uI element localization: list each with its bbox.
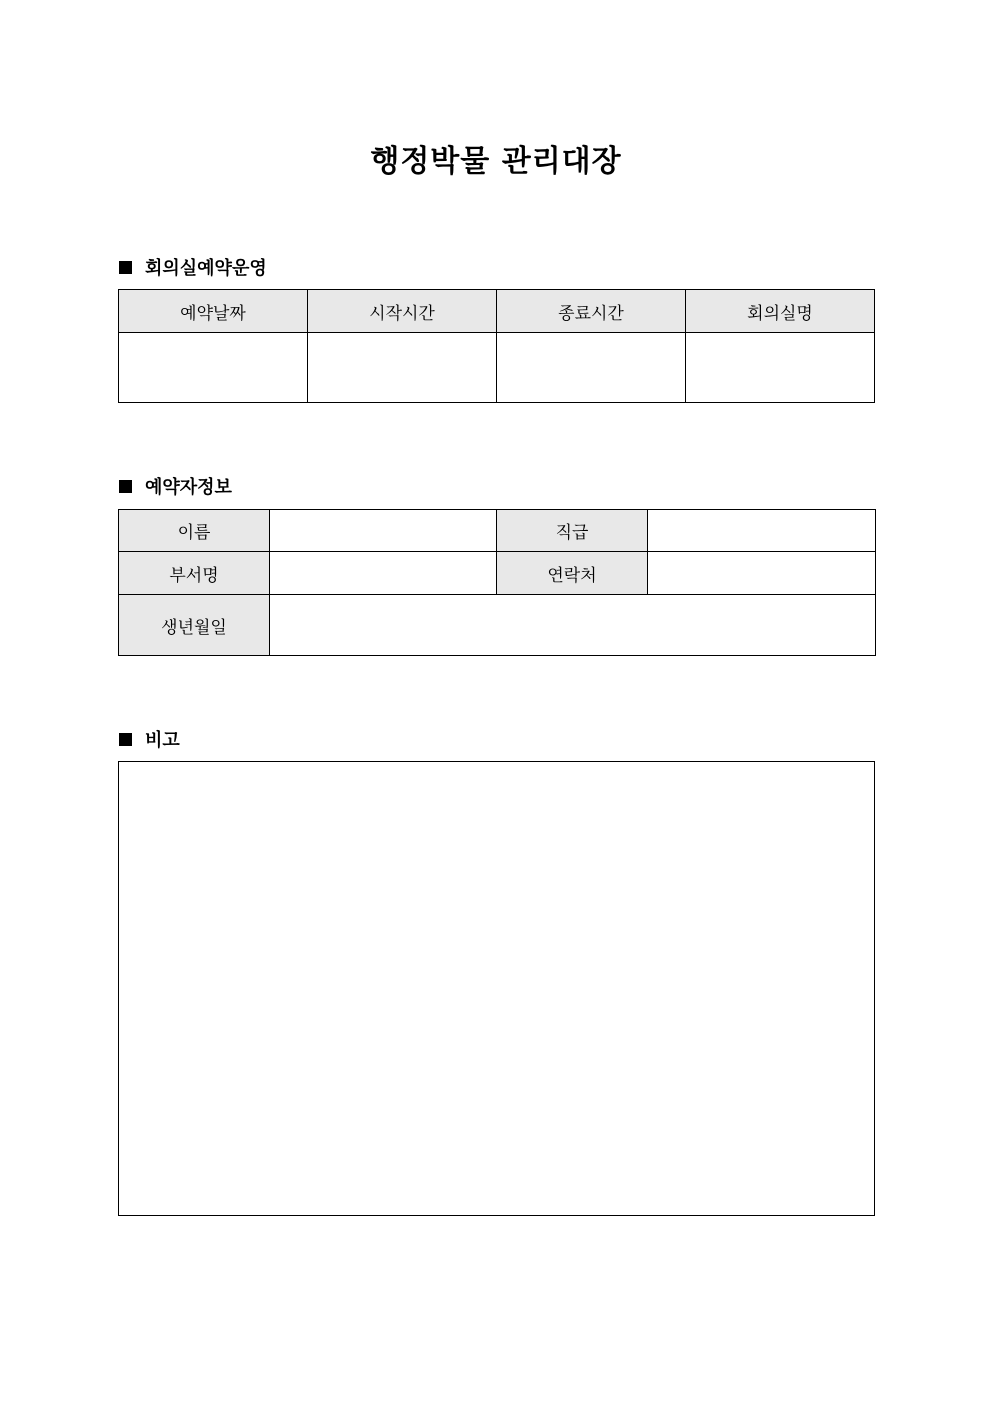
table-row	[119, 333, 875, 403]
column-header-end-time: 종료시간	[497, 290, 686, 333]
birthdate-label: 생년월일	[119, 595, 270, 656]
contact-field[interactable]	[648, 552, 876, 595]
start-time-field[interactable]	[308, 333, 497, 403]
page-title: 행정박물 관리대장	[370, 144, 622, 179]
table-row	[119, 552, 876, 595]
column-header-start-time: 시작시간	[308, 290, 497, 333]
reserver-section-heading	[119, 473, 232, 499]
rank-label: 직급	[497, 510, 648, 552]
column-header-date: 예약날짜	[119, 290, 308, 333]
reservation-date-field[interactable]	[119, 333, 308, 403]
name-field[interactable]	[270, 510, 497, 552]
square-bullet-icon	[119, 480, 132, 493]
rank-field[interactable]	[648, 510, 876, 552]
name-label: 이름	[119, 510, 270, 552]
department-field[interactable]	[270, 552, 497, 595]
reservation-heading-label: 회의실예약운영	[145, 258, 267, 279]
end-time-field[interactable]	[497, 333, 686, 403]
reserver-table	[118, 509, 876, 656]
table-row	[119, 510, 876, 552]
table-header-row	[119, 290, 875, 333]
column-header-room-name: 회의실명	[686, 290, 875, 333]
department-label: 부서명	[119, 552, 270, 595]
reserver-heading-label: 예약자정보	[145, 477, 232, 498]
square-bullet-icon	[119, 733, 132, 746]
contact-label: 연락처	[497, 552, 648, 595]
room-name-field[interactable]	[686, 333, 875, 403]
remarks-section-heading	[119, 726, 180, 752]
square-bullet-icon	[119, 261, 132, 274]
remarks-field[interactable]	[118, 761, 875, 1216]
reservation-section-heading	[119, 254, 267, 280]
table-row	[119, 595, 876, 656]
remarks-heading-label: 비고	[145, 730, 180, 751]
birthdate-field[interactable]	[270, 595, 876, 656]
reservation-table	[118, 289, 875, 403]
